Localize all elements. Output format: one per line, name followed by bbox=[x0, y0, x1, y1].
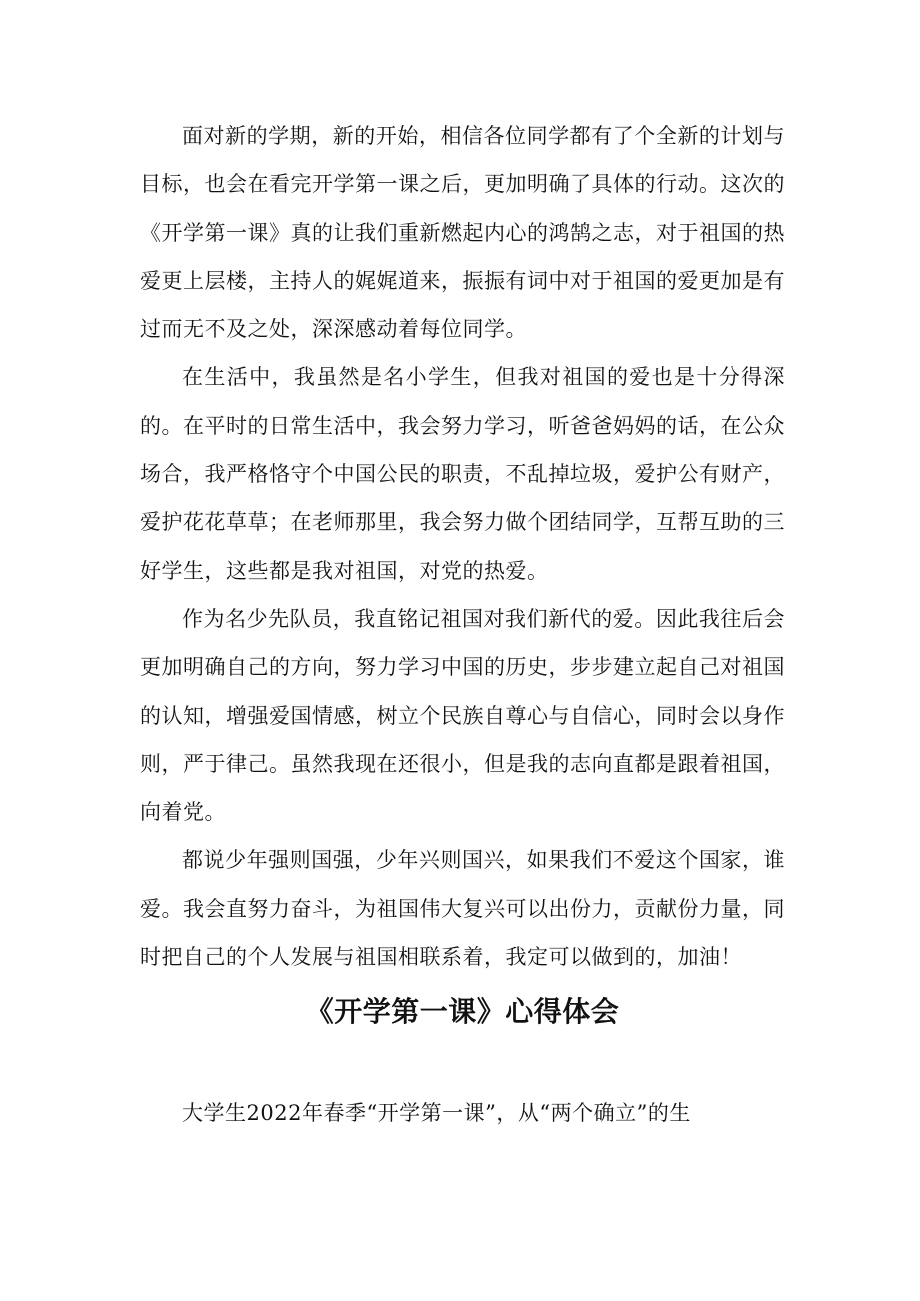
body-paragraph-3: 作为名少先队员，我直铭记祖国对我们新代的爱。因此我往后会更加明确自己的方向，努力学习中国的历史，步步建立起自己对祖国的认知，增强爱国情感，树立个民族自尊心与自信心，同时会以身作则，严于律己。虽然我现在还很小，但是我的志向直都是跟着祖国，向着党。 bbox=[140, 606, 785, 825]
section-paragraph-1: 大学生2022年春季“开学第一课”，从“两个确立”的生 bbox=[182, 1101, 691, 1126]
body-paragraph-4: 都说少年强则国强，少年兴则国兴，如果我们不爱这个国家，谁爱。我会直努力奋斗，为祖国伟大复兴可以出份力，贡献份力量，同时把自己的个人发展与祖国相联系着，我定可以做到的，加油！ bbox=[140, 848, 785, 970]
section-title: 《开学第一课》心得体会 bbox=[305, 995, 620, 1029]
body-paragraph-2: 在生活中，我虽然是名小学生，但我对祖国的爱也是十分得深的。在平时的日常生活中，我会努力学习，听爸爸妈妈的话，在公众场合，我严格恪守个中国公民的职责，不乱掉垃圾，爱护公有财产，爱护花花草草；在老师那里，我会努力做个团结同学，互帮互助的三好学生，这些都是我对祖国，对党的热爱。 bbox=[140, 365, 785, 583]
body-paragraph-1: 面对新的学期，新的开始，相信各位同学都有了个全新的计划与目标，也会在看完开学第一课之后，更加明确了具体的行动。这次的《开学第一课》真的让我们重新燃起内心的鸿鹄之志，对于祖国的热爱更上层楼，主持人的娓娓道来，振振有词中对于祖国的爱更加是有过而无不及之处，深深感动着每位同学。 bbox=[140, 124, 785, 342]
document-page bbox=[140, 112, 785, 1138]
title-spacer bbox=[140, 1069, 785, 1089]
